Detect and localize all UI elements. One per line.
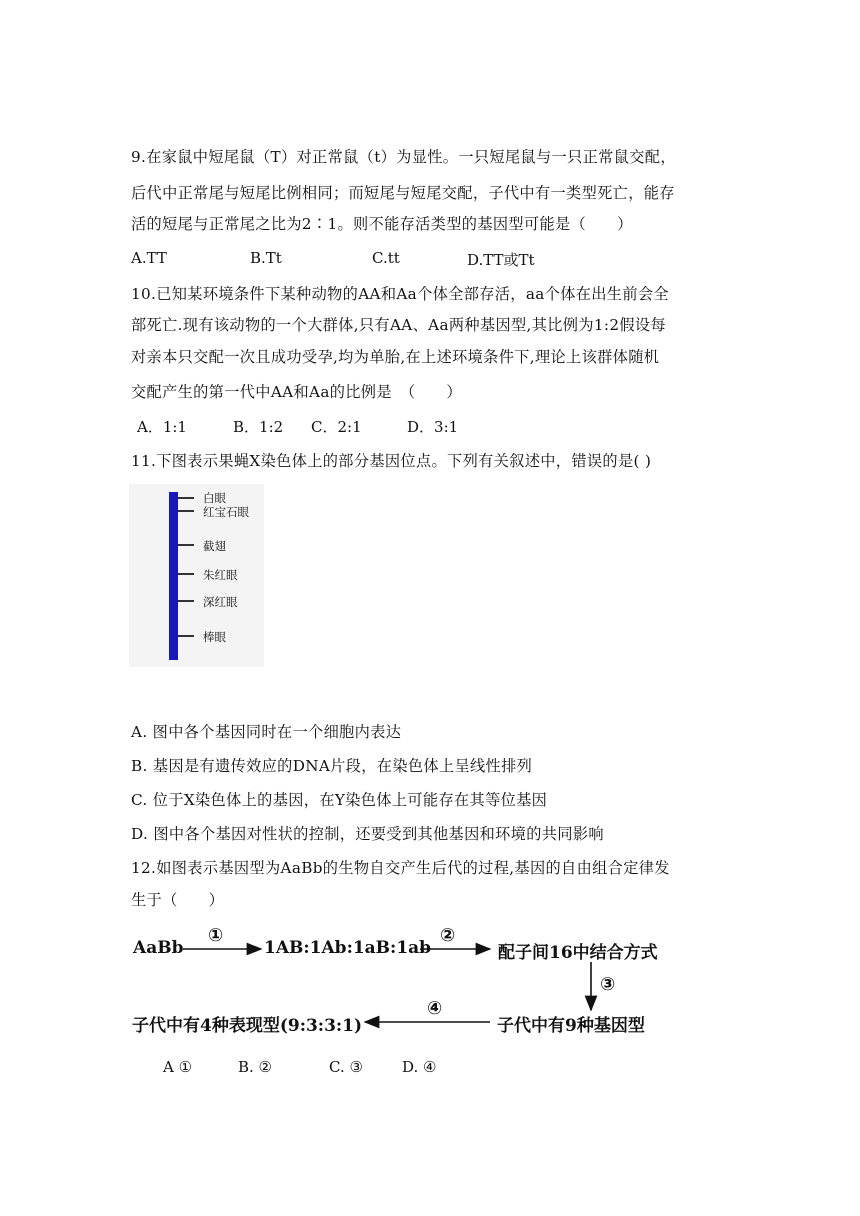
chromosome-bar — [169, 492, 178, 660]
step-2-label: ② — [440, 925, 456, 946]
flow-gametes: 1AB:1Ab:1aB:1ab — [264, 938, 432, 958]
q12-line-2: 生于（ ） — [131, 891, 225, 909]
gene-tick-1 — [178, 497, 194, 499]
x-chromosome-figure — [129, 484, 264, 667]
gene-tick-3 — [178, 544, 194, 546]
step-1-label: ① — [208, 925, 224, 946]
gene-label-vermilion-eye: 朱红眼 — [203, 568, 238, 582]
q11-option-c: C. 位于X染色体上的基因，在Y染色体上可能存在其等位基因 — [131, 791, 548, 809]
q9-line-2: 后代中正常尾与短尾比例相同；而短尾与短尾交配，子代中有一类型死亡，能存 — [131, 184, 675, 202]
flow-phenotypes: 子代中有4种表现型(9:3:3:1) — [132, 1016, 363, 1036]
q9-line-3: 活的短尾与正常尾之比为2∶1。则不能存活类型的基因型可能是（ ） — [131, 215, 633, 233]
q10-line-1: 10.已知某环境条件下某种动物的AA和Aa个体全部存活，aa个体在出生前会全 — [131, 285, 669, 303]
gene-label-bar-eye: 棒眼 — [203, 630, 226, 644]
q10-line-3: 对亲本只交配一次且成功受孕,均为单胎,在上述环境条件下,理论上该群体随机 — [131, 348, 660, 366]
gene-tick-4 — [178, 573, 194, 575]
gene-label-ruby-eye: 红宝石眼 — [203, 505, 249, 519]
q12-option-b: B. ② — [238, 1058, 273, 1076]
q10-line-2: 部死亡.现有该动物的一个大群体,只有AA、Aa两种基因型,其比例为1:2假设每 — [131, 316, 666, 334]
q10-option-d: D．3:1 — [407, 418, 459, 436]
q11-line-1: 11.下图表示果蝇X染色体上的部分基因位点。下列有关叙述中，错误的是( ) — [131, 452, 652, 470]
q9-option-c: C.tt — [372, 249, 400, 267]
q12-line-1: 12.如图表示基因型为AaBb的生物自交产生后代的过程,基因的自由组合定律发 — [131, 859, 670, 877]
gene-label-carmine-eye: 深红眼 — [203, 595, 238, 609]
flow-start-genotype: AaBb — [133, 938, 184, 958]
q9-option-a: A.TT — [131, 249, 167, 267]
q9-option-b: B.Tt — [250, 249, 282, 267]
q11-option-a: A. 图中各个基因同时在一个细胞内表达 — [131, 723, 402, 741]
gene-label-white-eye: 白眼 — [203, 491, 226, 505]
step-4-label: ④ — [427, 998, 443, 1019]
q10-option-c: C．2:1 — [311, 418, 362, 436]
inheritance-flow-diagram — [130, 922, 690, 1038]
gene-tick-6 — [178, 635, 194, 637]
q12-option-d: D. ④ — [402, 1058, 437, 1076]
q10-option-a: A．1:1 — [137, 418, 187, 436]
q10-option-b: B．1:2 — [233, 418, 284, 436]
q9-line-1: 9.在家鼠中短尾鼠（T）对正常鼠（t）为显性。一只短尾鼠与一只正常鼠交配， — [131, 148, 676, 166]
gene-tick-5 — [178, 600, 194, 602]
gene-tick-2 — [178, 510, 194, 512]
q11-option-d: D. 图中各个基因对性状的控制，还要受到其他基因和环境的共同影响 — [131, 825, 604, 843]
q12-option-a: A ① — [163, 1058, 193, 1076]
step-3-label: ③ — [600, 974, 616, 995]
q11-option-b: B. 基因是有遗传效应的DNA片段，在染色体上呈线性排列 — [131, 757, 533, 775]
flow-genotypes: 子代中有9种基因型 — [497, 1016, 645, 1036]
q10-line-4: 交配产生的第一代中AA和Aa的比例是 （ ） — [131, 383, 462, 401]
gene-label-cut-wing: 截翅 — [203, 539, 226, 553]
q12-option-c: C. ③ — [329, 1058, 363, 1076]
flow-combinations: 配子间16中结合方式 — [498, 943, 658, 963]
q9-option-d: D.TT或Tt — [467, 251, 535, 269]
